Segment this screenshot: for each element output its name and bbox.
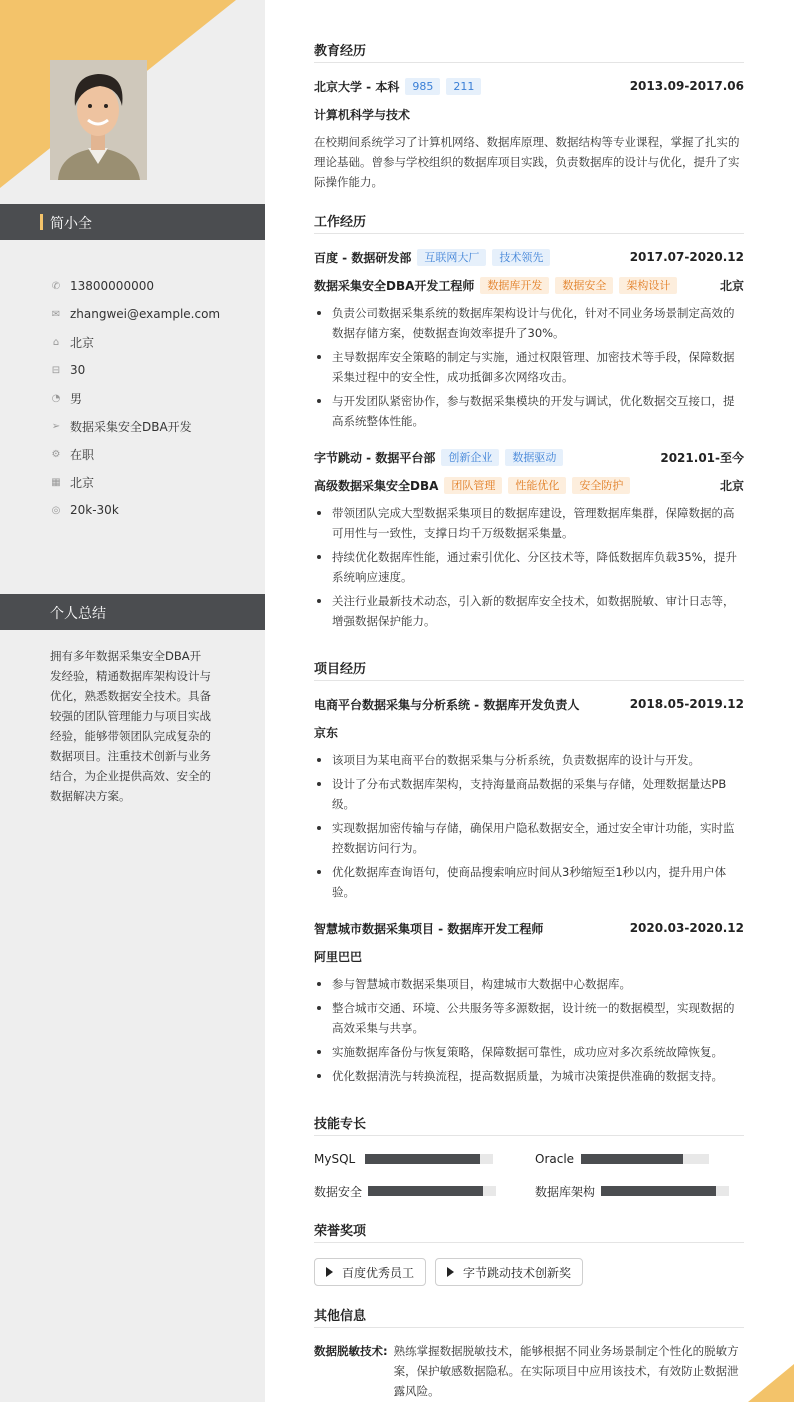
education-date: 2013.09-2017.06 [629, 79, 744, 93]
other-info-text: 熟练掌握数据脱敏技术，能够根据不同业务场景制定个性化的脱敏方案，保护敏感数据隐私。在实际项目中应用该技术，有效防止数据泄露风险。 [393, 1344, 739, 1398]
project-name: 电商平台数据采集与分析系统 - 数据库开发负责人 [314, 697, 580, 712]
list-item: 关注行业最新技术动态，引入新的数据库安全技术，如数据脱敏、审计日志等，增强数据保护能力。 [314, 591, 744, 631]
job-bullets [314, 503, 744, 635]
skill-bar-fill [365, 1154, 480, 1164]
education-description: 在校期间系统学习了计算机网络、数据库原理、数据结构等专业课程，掌握了扎实的理论基础。曾参与学校组织的数据库项目实践，负责数据库的设计与优化，提升了实际操作能力。 [314, 135, 740, 189]
info-status: ⚙ 在职 [51, 447, 95, 462]
section-title-other: 其他信息 [314, 1305, 744, 1328]
job-position: 数据采集安全DBA开发工程师 [314, 278, 475, 293]
list-item: 该项目为某电商平台的数据采集与分析系统，负责数据库的设计与开发。 [314, 750, 744, 770]
section-title-projects: 项目经历 [314, 658, 744, 681]
job-position-row [314, 475, 744, 495]
person-name: 简小全 [50, 216, 92, 232]
other-info-label: 数据脱敏技术: [314, 1344, 388, 1358]
skill-bar-fill [368, 1186, 483, 1196]
avatar [50, 60, 147, 180]
skill-bar [368, 1186, 496, 1196]
mail-icon: ✉ [51, 308, 61, 320]
project-header [314, 918, 744, 938]
skill-bar-fill [581, 1154, 683, 1164]
section-title-skills: 技能专长 [314, 1113, 744, 1136]
skill-bar [365, 1154, 493, 1164]
project-bullets [314, 750, 744, 906]
list-item: 实施数据库备份与恢复策略，保障数据可靠性，成功应对多次系统故障恢复。 [314, 1042, 744, 1062]
play-icon [447, 1267, 454, 1277]
award-label: 字节跳动技术创新奖 [463, 1265, 572, 1280]
info-salary: ◎ 20k-30k [51, 503, 119, 517]
company-tag: 技术领先 [492, 249, 550, 266]
project-date: 2020.03-2020.12 [629, 921, 744, 935]
list-item: 带领团队完成大型数据采集项目的数据库建设，管理数据库集群，保障数据的高可用性与一致性，支撑日均千万级数据采集量。 [314, 503, 744, 543]
sidebar [0, 0, 265, 1402]
skill-item [535, 1181, 729, 1201]
position-tag: 数据库开发 [480, 277, 549, 294]
info-age: ⊟ 30 [51, 363, 86, 377]
education-major-row [314, 104, 744, 124]
company-tag: 创新企业 [441, 449, 499, 466]
name-bar [0, 204, 265, 240]
summary-title: 个人总结 [50, 606, 106, 622]
job-position-row [314, 275, 744, 295]
job-company: 字节跳动 - 数据平台部 [314, 450, 436, 465]
list-item: 持续优化数据库性能，通过索引优化、分区技术等，降低数据库负载35%，提升系统响应速度。 [314, 547, 744, 587]
skill-bar-fill [601, 1186, 716, 1196]
list-item: 设计了分布式数据库架构，支持海量商品数据的采集与存储，处理数据量达PB级。 [314, 774, 744, 814]
other-info-row [314, 1341, 744, 1401]
job-header [314, 447, 744, 467]
list-item: 负责公司数据采集系统的数据库架构设计与优化，针对不同业务场景制定高效的数据存储方案，使数据查询效率提升了30%。 [314, 303, 744, 343]
job-header [314, 247, 744, 267]
project-org-row [314, 722, 744, 742]
project-org: 京东 [314, 725, 339, 740]
list-item: 与开发团队紧密协作，参与数据采集模块的开发与调试，优化数据交互接口，提高系统整体性能。 [314, 391, 744, 431]
phone-icon: ✆ [51, 280, 61, 292]
summary-text: 拥有多年数据采集安全DBA开发经验，精通数据库架构设计与优化，熟悉数据安全技术。具备较强的团队管理能力与项目实战经验，能够带领团队完成复杂的数据项目。注重技术创新与业务结合，为企业提供高效、安全的数据解决方案。 [50, 649, 211, 803]
education-school: 北京大学 - 本科 [314, 79, 400, 94]
info-target-city: ▦ 北京 [51, 475, 95, 490]
position-tag: 安全防护 [572, 477, 630, 494]
position-tag: 性能优化 [508, 477, 566, 494]
skill-bar [581, 1154, 709, 1164]
gender-icon: ◔ [51, 392, 61, 404]
section-title-work: 工作经历 [314, 211, 744, 234]
skill-name: 数据库架构 [535, 1184, 596, 1199]
project-org: 阿里巴巴 [314, 949, 363, 964]
section-title-education: 教育经历 [314, 40, 744, 63]
age-icon: ⊟ [51, 364, 61, 376]
project-date: 2018.05-2019.12 [629, 697, 744, 711]
building-icon: ▦ [51, 476, 61, 488]
corner-decoration-bottom [748, 1364, 794, 1402]
list-item: 主导数据库安全策略的制定与实施，通过权限管理、加密技术等手段，保障数据采集过程中的安全性，成功抵御多次网络攻击。 [314, 347, 744, 387]
company-tag: 互联网大厂 [417, 249, 486, 266]
list-item: 实现数据加密传输与存储，确保用户隐私数据安全，通过安全审计功能，实时监控数据访问行为。 [314, 818, 744, 858]
project-name: 智慧城市数据采集项目 - 数据库开发工程师 [314, 921, 544, 936]
project-header [314, 694, 744, 714]
project-bullets [314, 974, 744, 1090]
job-city: 北京 [719, 478, 744, 493]
contact-info-list [50, 272, 260, 524]
education-tag: 985 [405, 78, 440, 95]
skill-item [314, 1149, 493, 1169]
position-tag: 团队管理 [444, 477, 502, 494]
skill-item [535, 1149, 709, 1169]
award-item[interactable] [314, 1258, 426, 1286]
name-accent-mark [40, 214, 43, 230]
education-tag: 211 [446, 78, 481, 95]
position-tag: 数据安全 [555, 277, 613, 294]
send-icon: ➢ [51, 420, 61, 432]
job-date: 2021.01-至今 [660, 450, 744, 465]
education-header [314, 76, 744, 96]
status-icon: ⚙ [51, 448, 61, 460]
job-position: 高级数据采集安全DBA [314, 478, 439, 493]
info-email: ✉ zhangwei@example.com [51, 307, 221, 321]
skill-item [314, 1181, 496, 1201]
project-org-row [314, 946, 744, 966]
award-label: 百度优秀员工 [342, 1265, 415, 1280]
skill-name: Oracle [535, 1152, 575, 1166]
list-item: 整合城市交通、环境、公共服务等多源数据，设计统一的数据模型，实现数据的高效采集与共享。 [314, 998, 744, 1038]
list-item: 优化数据库查询语句，使商品搜索响应时间从3秒缩短至1秒以内，提升用户体验。 [314, 862, 744, 902]
section-title-awards: 荣誉奖项 [314, 1220, 744, 1243]
award-item[interactable] [435, 1258, 583, 1286]
position-tag: 架构设计 [619, 277, 677, 294]
skill-name: 数据安全 [314, 1184, 363, 1199]
home-icon: ⌂ [52, 336, 60, 348]
job-bullets [314, 303, 744, 435]
info-target-job: ➢ 数据采集安全DBA开发 [51, 419, 192, 434]
info-gender: ◔ 男 [51, 391, 83, 406]
list-item: 优化数据清洗与转换流程，提高数据质量，为城市决策提供准确的数据支持。 [314, 1066, 744, 1086]
job-date: 2017.07-2020.12 [629, 250, 744, 264]
info-location: ⌂ 北京 [50, 328, 260, 356]
summary-bar [0, 594, 265, 630]
company-tag: 数据驱动 [505, 449, 563, 466]
job-city: 北京 [719, 278, 744, 293]
skill-name: MySQL [314, 1152, 356, 1166]
list-item: 参与智慧城市数据采集项目，构建城市大数据中心数据库。 [314, 974, 744, 994]
play-icon [326, 1267, 333, 1277]
salary-icon: ◎ [51, 504, 61, 516]
education-major: 计算机科学与技术 [314, 107, 411, 122]
skill-bar [601, 1186, 729, 1196]
info-phone: ✆ 13800000000 [51, 279, 154, 293]
job-company: 百度 - 数据研发部 [314, 250, 412, 265]
